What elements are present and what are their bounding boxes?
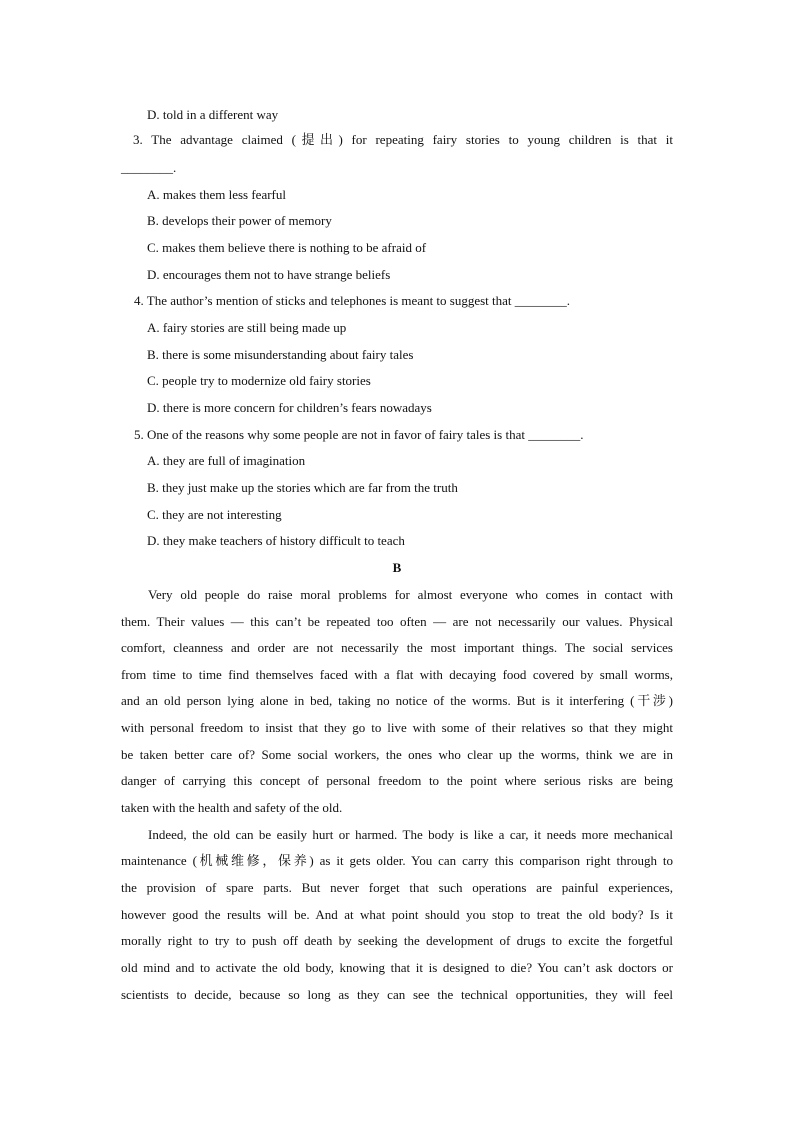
passage-b-p1-line6: with personal freedom to insist that they go to live with some of their relatives so that they might [121, 720, 673, 735]
passage-b-p1-line3: comfort, cleanness and order are not necessarily the most important things. The social services [121, 640, 673, 655]
q5-option-a: A. they are full of imagination [147, 453, 306, 468]
passage-b-p2-line4: however good the results will be. And at what point should you stop to treat the old body? Is it [121, 907, 673, 922]
q3-option-a: A. makes them less fearful [147, 187, 286, 202]
q3-option-d: D. encourages them not to have strange beliefs [147, 267, 391, 282]
section-b-heading: B [392, 560, 402, 575]
q5-stem: 5. One of the reasons why some people are not in favor of fairy tales is that ________. [134, 427, 584, 442]
q3-option-b: B. develops their power of memory [147, 213, 332, 228]
q4-option-a: A. fairy stories are still being made up [147, 320, 347, 335]
passage-b-p1-line8: danger of carrying this concept of personal freedom to the point where serious risks are being [121, 773, 673, 788]
passage-b-p2-line1: Indeed, the old can be easily hurt or harmed. The body is like a car, it needs more mechanical [148, 827, 673, 842]
q4-option-d: D. there is more concern for children’s fears nowadays [147, 400, 432, 415]
q2-option-d: D. told in a different way [147, 107, 279, 122]
passage-b-p1-line9: taken with the health and safety of the old. [121, 800, 343, 815]
q4-stem: 4. The author’s mention of sticks and telephones is meant to suggest that ________. [134, 293, 571, 308]
q5-option-c: C. they are not interesting [147, 507, 282, 522]
passage-b-p2-line6: old mind and to activate the old body, knowing that it is designed to die? You can’t ask doctors or [121, 960, 673, 975]
q4-option-c: C. people try to modernize old fairy stories [147, 373, 371, 388]
q5-option-d: D. they make teachers of history difficult to teach [147, 533, 405, 548]
q5-option-b: B. they just make up the stories which are far from the truth [147, 480, 458, 495]
q4-option-b: B. there is some misunderstanding about fairy tales [147, 347, 414, 362]
q3-option-c: C. makes them believe there is nothing to be afraid of [147, 240, 427, 255]
passage-b-p2-line2: maintenance (机械维修，保养) as it gets older. You can carry this comparison right through to [121, 853, 673, 868]
passage-b-p1-line5: and an old person lying alone in bed, taking no notice of the worms. But is it interfering (干涉) [121, 693, 673, 708]
passage-b-p2-line5: morally right to try to push off death by seeking the development of drugs to excite the forgetful [121, 933, 673, 948]
passage-b-p1-line2: them. Their values — this can’t be repeated too often — are not necessarily our values. Physical [121, 614, 673, 629]
q3-stem-line1: 3. The advantage claimed (提出) for repeating fairy stories to young children is that it [133, 132, 673, 147]
passage-b-p1-line1: Very old people do raise moral problems for almost everyone who comes in contact with [148, 587, 673, 602]
passage-b-p2-line3: the provision of spare parts. But never forget that such operations are painful experiences, [121, 880, 673, 895]
passage-b-p1-line7: be taken better care of? Some social workers, the ones who clear up the worms, think we are in [121, 747, 673, 762]
passage-b-p1-line4: from time to time find themselves faced with a flat with decaying food covered by small worms, [121, 667, 673, 682]
passage-b-p2-line7: scientists to decide, because so long as they can see the technical opportunities, they will feel [121, 987, 673, 1002]
q3-stem-blank: ________. [121, 160, 177, 175]
